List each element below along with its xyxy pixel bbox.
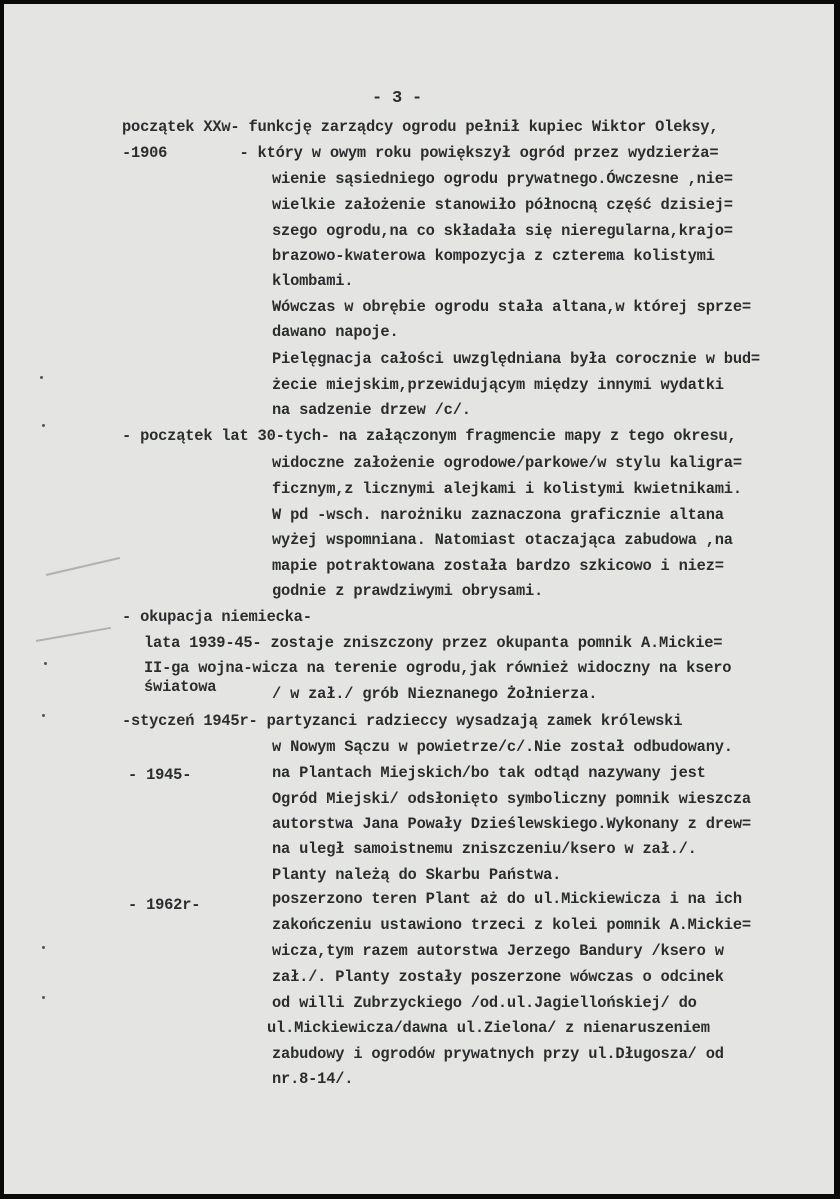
text-line: klombami. [272, 272, 354, 290]
text-line: żecie miejskim,przewidującym między innymi wydatki [272, 376, 724, 394]
page-number: - 3 - [372, 89, 423, 108]
text-line: - początek lat 30-tych- na załączonym fragmencie mapy z tego okresu, [122, 427, 737, 445]
text-line: - 1962r- [128, 896, 201, 914]
text-line: -1906 - który w owym roku powiększył ogród przez wydzierża= [122, 144, 719, 162]
text-line: wielkie założenie stanowiło północną część dzisiej= [272, 196, 733, 214]
text-line: widoczne założenie ogrodowe/parkowe/w stylu kaligra= [272, 454, 742, 472]
document-page [4, 4, 834, 1194]
scan-scuff [36, 627, 111, 642]
text-line: autorstwa Jana Powały Dzieślewskiego.Wykonany z drew= [272, 815, 751, 833]
text-line: od willi Zubrzyckiego /od.ul.Jagiellońskiej/ do [272, 994, 697, 1012]
text-line: nr.8-14/. [272, 1070, 354, 1088]
text-line: światowa [144, 678, 217, 696]
text-line: / w zał./ grób Nieznanego Żołnierza. [272, 685, 598, 703]
text-line: zabudowy i ogrodów prywatnych przy ul.Długosza/ od [272, 1045, 724, 1063]
text-line: Planty należą do Skarbu Państwa. [272, 866, 562, 884]
text-line: lata 1939-45- zostaje zniszczony przez okupanta pomnik A.Mickie= [144, 634, 723, 652]
text-line: zał./. Planty zostały poszerzone wówczas o odcinek [272, 968, 724, 986]
text-line: -styczeń 1945r- partyzanci radzieccy wysadzają zamek królewski [122, 712, 683, 730]
text-line: Ogród Miejski/ odsłonięto symboliczny pomnik wieszcza [272, 790, 751, 808]
text-line: na uległ samoistnemu zniszczeniu/ksero w zał./. [272, 840, 697, 858]
text-line: Pielęgnacja całości uwzględniana była corocznie w bud= [272, 350, 760, 368]
text-line: wyżej wspomniana. Natomiast otaczająca zabudowa ,na [272, 531, 733, 549]
scan-speck [42, 424, 45, 427]
text-line: godnie z prawdziwymi obrysami. [272, 582, 544, 600]
text-line: brazowo-kwaterowa kompozycja z czterema kolistymi [272, 247, 715, 265]
scan-speck [40, 376, 43, 379]
text-line: zakończeniu ustawiono trzeci z kolei pomnik A.Mickie= [272, 916, 751, 934]
text-line: poszerzono teren Plant aż do ul.Mickiewicza i na ich [272, 890, 742, 908]
scan-speck [42, 946, 45, 949]
text-line: wienie sąsiedniego ogrodu prywatnego.Ówczesne ,nie= [272, 170, 733, 188]
text-line: mapie potraktowana została bardzo szkicowo i niez= [272, 557, 724, 575]
text-line: dawano napoje. [272, 323, 399, 341]
text-line: ul.Mickiewicza/dawna ul.Zielona/ z nienaruszeniem [267, 1019, 710, 1037]
scan-speck [42, 714, 45, 717]
text-line: - okupacja niemiecka- [122, 608, 312, 626]
text-line: ficznym,z licznymi alejkami i kolistymi kwietnikami. [272, 480, 742, 498]
scan-speck [44, 662, 47, 665]
text-line: - 1945- [128, 766, 192, 784]
text-line: II-ga wojna-wicza na terenie ogrodu,jak również widoczny na ksero [144, 659, 732, 677]
text-line: Wówczas w obrębie ogrodu stała altana,w której sprze= [272, 298, 751, 316]
text-line: na sadzenie drzew /c/. [272, 401, 471, 419]
text-line: w Nowym Sączu w powietrze/c/.Nie został odbudowany. [272, 738, 733, 756]
text-line: wicza,tym razem autorstwa Jerzego Bandury /ksero w [272, 942, 724, 960]
text-line: na Plantach Miejskich/bo tak odtąd nazywany jest [272, 764, 706, 782]
text-line: początek XXw- funkcję zarządcy ogrodu pełnił kupiec Wiktor Oleksy, [122, 118, 719, 136]
text-line: W pd -wsch. narożniku zaznaczona graficznie altana [272, 506, 724, 524]
scan-speck [42, 996, 45, 999]
text-line: szego ogrodu,na co składała się nieregularna,krajo= [272, 222, 733, 240]
scan-scuff [46, 557, 121, 576]
